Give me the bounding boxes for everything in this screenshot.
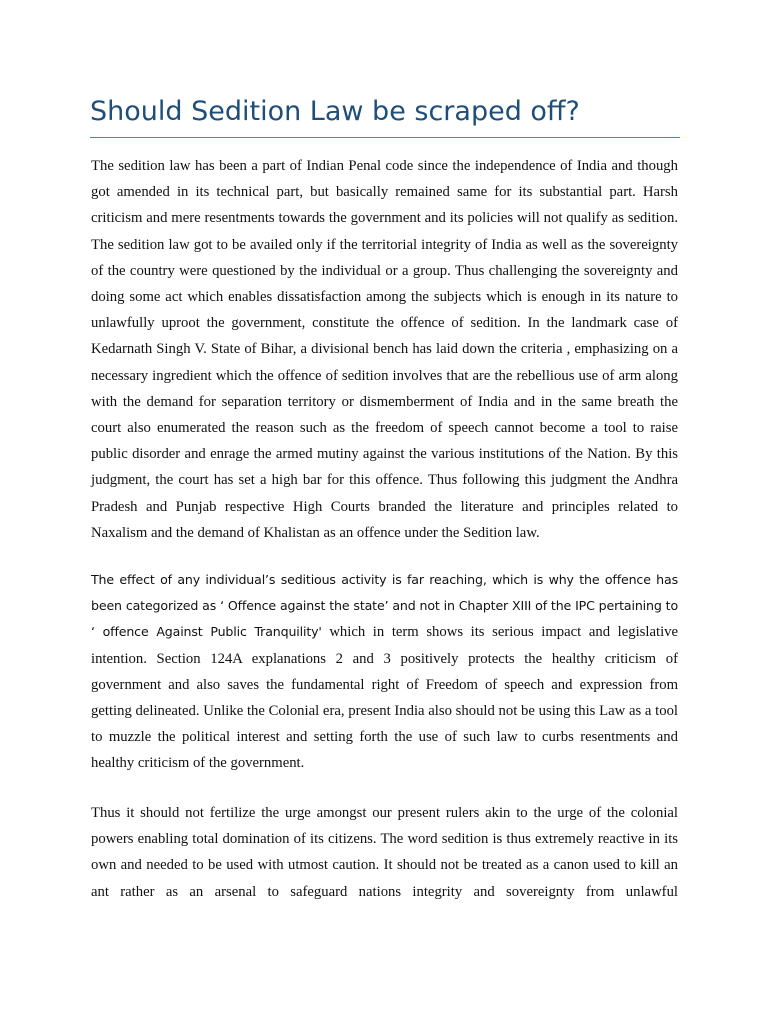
- title-underline: [90, 137, 680, 138]
- body-paragraph-3: Thus it should not fertilize the urge amongst our present rulers akin to the urge of the colonial powers enabling total domination of its citizens. The word sedition is thus extremely reactive in its own and needed to be used with utmost caution. It should not be treated as a canon used to kill an ant rather as an arsenal to safeguard nations integrity and sovereignty from unlawful: [91, 805, 678, 900]
- body-paragraph-1: The sedition law has been a part of Indian Penal code since the independence of India and though got amended in its technical part, but basically remained same for its substantial part. Harsh criticism and mere resentments towards the government and its policies will not qualify as sedition. The sedition law got to be availed only if the territorial integrity of India as well as the sovereignty of the country were questioned by the individual or a group. Thus challenging the sovereignty and doing some act which enables dissatisfaction among the subjects which is enough in its nature to unlawfully uproot the government, constitute the offence of sedition. In the landmark case of Kedarnath Singh V. State of Bihar, a divisional bench has laid down the criteria , emphasizing on a necessary ingredient which the offence of sedition involves that are the rebellious use of arm along with the demand for separation territory or dismemberment of India and in the same breath the court also enumerated the reason such as the freedom of speech cannot become a tool to raise public disorder and enrage the armed mutiny against the various institutions of the Nation. By this judgment, the court has set a high bar for this offence. Thus following this judgment the Andhra Pradesh and Punjab respective High Courts branded the literature and principles related to Naxalism and the demand of Khalistan as an offence under the Sedition law.: [91, 158, 678, 541]
- body-paragraph-2: [91, 567, 678, 781]
- page-title: Should Sedition Law be scraped off?: [90, 96, 580, 127]
- paragraph-2-lead-text: The effect of any individual’s seditious activity is far reaching, which is why the offence has been categorized as ‘ Offence against the state’ and not in Chapter XIII of the IPC pertaining to ‘ offence Against Public Tranquility': [91, 572, 678, 640]
- paragraph-2-rest-text: which in term shows its serious impact and legislative intention. Section 124A explanations 2 and 3 positively protects the healthy criticism of government and also saves the fundamental right of Freedom of speech and expression from getting delineated. Unlike the Colonial era, present India also should not be using this Law as a tool to muzzle the political interest and setting forth the use of such law to curbs resentments and healthy criticism of the government.: [91, 624, 679, 772]
